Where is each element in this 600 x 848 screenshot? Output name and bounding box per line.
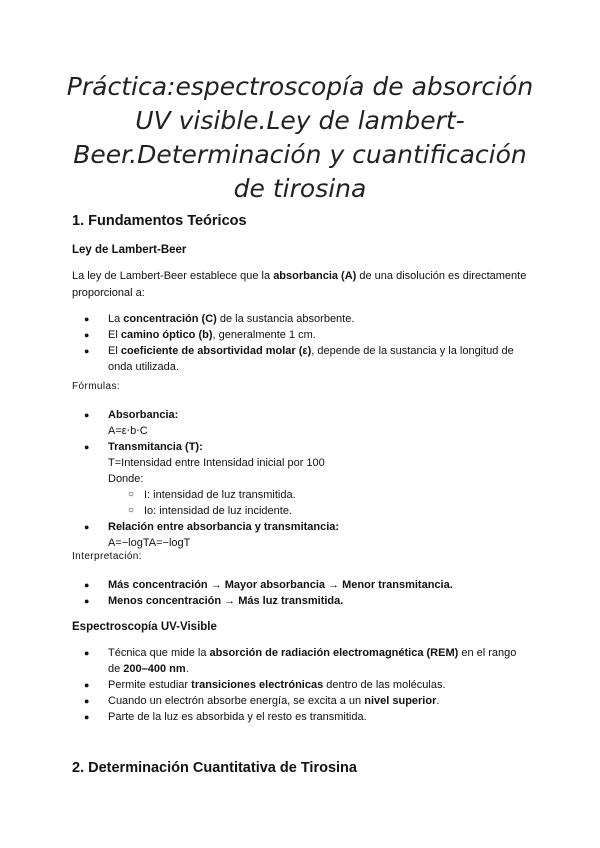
subheading-uv-visible: Espectroscopía UV-Visible: [72, 621, 217, 633]
interpretacion-list: [72, 577, 527, 609]
list-item: [72, 593, 527, 609]
intro-text-end: de una disolución es directamente proporcional a:: [72, 270, 527, 299]
item-text: Permite estudiar: [108, 679, 192, 691]
item-text: Técnica que mide la: [108, 647, 210, 659]
item-text: , depende de la sustancia y la longitud de onda utilizada.: [108, 345, 514, 373]
sub-list-item: ○ Io: intensidad de luz incidente.: [108, 503, 527, 519]
item-text: Parte de la luz es absorbida y el resto es transmitida.: [108, 711, 367, 723]
item-text: El: [108, 345, 121, 357]
absorbancia-formula: A=ε⋅b⋅C: [108, 425, 148, 437]
item-bold: absorción de radiación electromagnética (REM): [209, 647, 459, 659]
item-text: dentro de las moléculas.: [323, 679, 446, 691]
item-text: .: [436, 695, 440, 707]
subheading-lambert-beer: Ley de Lambert-Beer: [72, 244, 187, 256]
item-bold: 200–400 nm: [123, 663, 186, 675]
absorbancia-label: Absorbancia:: [108, 409, 179, 421]
list-item: [72, 693, 527, 709]
page-title: Práctica:espectroscopía de absorción UV visible.Ley de lambert-Beer.Determinación y cuantificación de tirosina: [66, 72, 534, 203]
list-item: [72, 577, 527, 593]
relacion-formula: A=−logTA=−logT: [108, 537, 191, 549]
item-text: de la sustancia absorbente.: [216, 313, 355, 325]
sub-list-item: ○ I: intensidad de luz transmitida.: [108, 487, 527, 503]
transmitancia-label: Transmitancia (T):: [108, 441, 203, 453]
item-text: en el rango de: [108, 647, 517, 675]
item-bold: nivel superior: [364, 695, 437, 707]
list-item-relacion: [72, 519, 527, 551]
item-text: La: [108, 313, 124, 325]
interpretacion-item: Más concentración → Mayor absorbancia → Menor transmitancia.: [108, 579, 453, 591]
item-bold: concentración (C): [123, 313, 217, 325]
relacion-label: Relación entre absorbancia y transmitancia:: [108, 521, 340, 533]
lambert-intro-paragraph: [72, 268, 532, 302]
formulas-label: Fórmulas:: [72, 381, 121, 392]
item-bold: camino óptico (b): [120, 329, 213, 341]
item-text: Cuando un electrón absorbe energía, se excita a un: [108, 695, 365, 707]
donde-sublist: [108, 487, 527, 519]
list-item-transmitancia: [72, 439, 527, 519]
donde-label: Donde:: [108, 473, 144, 485]
list-item: [72, 709, 527, 725]
interpretacion-label: Interpretación:: [72, 551, 142, 562]
list-item: [72, 343, 527, 375]
section-heading-fundamentos: 1. Fundamentos Teóricos: [72, 213, 247, 229]
section-heading-determinacion: 2. Determinación Cuantitativa de Tirosina: [72, 760, 357, 776]
item-bold: coeficiente de absortividad molar (ε): [120, 345, 312, 357]
item-bold: transiciones electrónicas: [191, 679, 324, 691]
list-item: [72, 677, 527, 693]
item-text: El: [108, 329, 121, 341]
formulas-list: [72, 407, 527, 551]
interpretacion-item: Menos concentración → Más luz transmitida.: [108, 595, 344, 607]
item-text: .: [185, 663, 189, 675]
list-item: [72, 311, 527, 327]
intro-text: La ley de Lambert-Beer establece que la: [72, 270, 274, 282]
intro-bold-absorbancia: absorbancia (A): [273, 270, 357, 282]
list-item: [72, 327, 527, 343]
list-item-absorbancia: [72, 407, 527, 439]
item-text: , generalmente 1 cm.: [212, 329, 316, 341]
uv-list: [72, 645, 527, 725]
transmitancia-formula: T=Intensidad entre Intensidad inicial por 100: [108, 457, 325, 469]
list-item: [72, 645, 527, 677]
lambert-factors-list: [72, 311, 527, 375]
